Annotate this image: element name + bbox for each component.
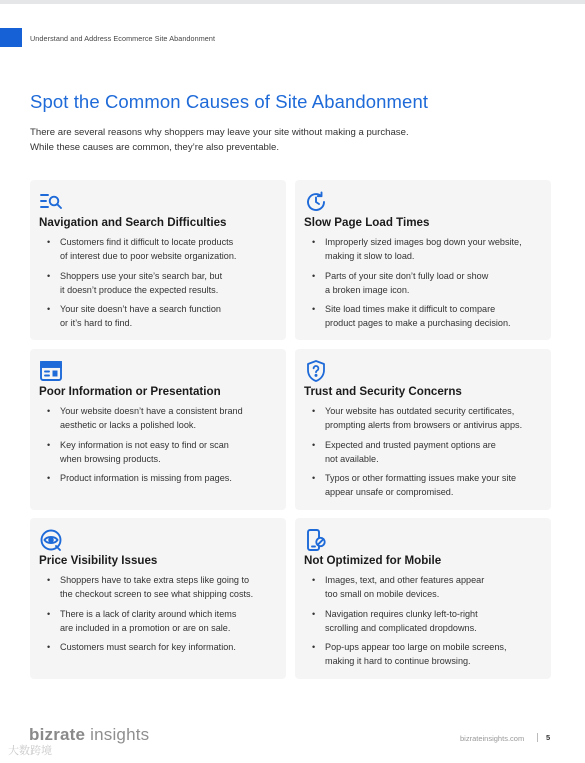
list-item [304,235,545,264]
item-line: too small on mobile devices. [325,589,440,600]
card-price-visibility [30,518,286,679]
card-list [304,404,545,505]
header-accent-bar [0,28,22,47]
card-poor-information [30,349,286,510]
item-line: • Customers find it difficult to locate products [60,237,234,247]
card-title: Not Optimized for Mobile [304,554,442,567]
list-item [304,573,545,602]
item-line: • Shoppers use your site’s search bar, but [60,270,223,281]
item-line: • Images, text, and other features appear [325,575,485,585]
item-line: • Site load times make it difficult to compare [325,304,496,315]
list-item [304,607,545,636]
item-line: when browsing products. [60,453,161,464]
list-item [39,471,280,485]
browser-window-icon [39,359,63,383]
top-rule [0,0,585,4]
logo-light: insights [85,725,150,744]
item-line: • Key information is not easy to find or scan [60,439,229,450]
intro-paragraph [30,126,409,155]
card-title: Navigation and Search Difficulties [39,216,227,229]
item-line: not available. [325,453,379,464]
search-list-icon [39,190,63,214]
intro-line-1: There are several reasons why shoppers may leave your site without making a purchase. [30,127,409,138]
item-line: are included in a promotion or are on sale. [60,622,231,633]
item-line: • Improperly sized images bog down your website, [325,237,522,247]
item-line: it doesn’t produce the expected results. [60,284,219,295]
page-number: 5 [546,733,551,742]
item-line: prompting alerts from browsers or antivirus apps. [325,420,523,431]
section-header: Understand and Address Ecommerce Site Abandonment [30,34,216,43]
item-line: • Typos or other formatting issues make your site [325,473,517,484]
mobile-blocked-icon [304,528,328,552]
card-mobile [295,518,551,679]
list-item [39,438,280,467]
intro-line-2: While these causes are common, they’re also preventable. [30,141,280,153]
list-item [39,269,280,298]
list-item [39,404,280,433]
eye-icon [39,528,63,552]
card-title: Price Visibility Issues [39,554,158,567]
item-line: • Customers must search for key information. [60,642,236,653]
list-item [39,235,280,264]
footer-divider [537,733,538,742]
item-line: • Pop-ups appear too large on mobile screens, [325,642,507,653]
item-line: • Product information is missing from pages. [60,473,232,484]
watermark: 大数跨境 [8,745,52,757]
list-item [39,573,280,602]
item-line: • There is a lack of clarity around which items [60,608,237,619]
item-line: • Your website doesn’t have a consistent brand [60,406,243,416]
card-trust-security [295,349,551,510]
item-line: making it slow to load. [325,251,415,262]
list-item [39,640,280,654]
item-line: • Navigation requires clunky left-to-right [325,608,478,619]
item-line: • Parts of your site don’t fully load or show [325,270,489,281]
list-item [304,438,545,467]
list-item [304,471,545,500]
item-line: • Your website has outdated security certificates, [325,406,515,416]
item-line: the checkout screen to see what shipping costs. [60,589,254,600]
list-item [39,302,280,331]
item-line: appear unsafe or compromised. [325,487,454,498]
logo-bold: bizrate [29,725,86,744]
list-item [304,269,545,298]
card-list [39,235,280,336]
item-line: aesthetic or lacks a polished look. [60,420,196,431]
card-title: Slow Page Load Times [304,216,430,229]
item-line: or it’s hard to find. [60,318,133,329]
item-line: • Expected and trusted payment options are [325,439,496,450]
list-item [304,640,545,669]
item-line: of interest due to poor website organization. [60,251,237,262]
card-list [304,573,545,674]
card-list [39,573,280,659]
card-list [39,404,280,490]
card-title: Trust and Security Concerns [304,385,462,398]
card-title: Poor Information or Presentation [39,385,221,398]
item-line: scrolling and complicated dropdowns. [325,622,477,633]
list-item [304,302,545,331]
card-navigation-search [30,180,286,340]
item-line: making it hard to continue browsing. [325,656,471,667]
list-item [304,404,545,433]
item-line: a broken image icon. [325,284,410,295]
shield-question-icon [304,359,328,383]
card-slow-load [295,180,551,340]
item-line: • Shoppers have to take extra steps like going to [60,575,250,585]
item-line: product pages to make a purchasing decision. [325,318,511,329]
item-line: • Your site doesn’t have a search function [60,304,221,315]
footer-url[interactable]: bizrateinsights.com [460,734,525,743]
clock-refresh-icon [304,190,328,214]
list-item [39,607,280,636]
page-title: Spot the Common Causes of Site Abandonment [30,91,429,112]
card-list [304,235,545,336]
